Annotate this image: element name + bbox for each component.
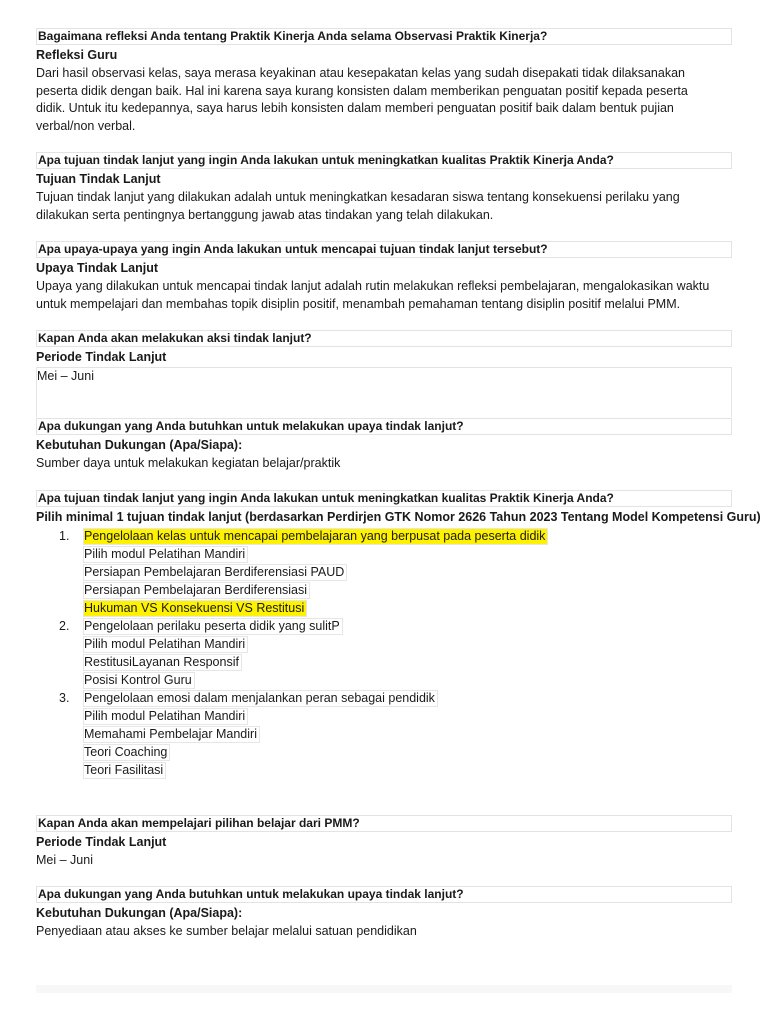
answer-line: Dari hasil observasi kelas, saya merasa keyakinan atau kesepakatan kelas yang sudah disepakati tidak dilaksanakan bbox=[36, 66, 685, 80]
goal-number: 1. bbox=[59, 528, 70, 543]
module-option[interactable]: Memahami Pembelajar Mandiri bbox=[83, 726, 260, 743]
label-kebutuhan-dukungan: Kebutuhan Dukungan (Apa/Siapa): bbox=[36, 438, 243, 452]
answer-line: didik. Untuk itu kedepannya, saya harus lebih konsisten dalam memberi penguatan positif baik dalam bentuk pujian bbox=[36, 101, 674, 115]
goal-title: Pengelolaan perilaku peserta didik yang sulitP bbox=[83, 618, 343, 635]
answer-line: dilakukan serta pentingnya bertanggung jawab atas tindakan yang telah dilakukan. bbox=[36, 207, 494, 222]
document-page bbox=[36, 28, 761, 941]
answer-refleksi bbox=[36, 65, 732, 135]
answer-line: verbal/non verbal. bbox=[36, 118, 136, 133]
answer-line: untuk mempelajari dan membahas topik disiplin positif, menambah pemahaman tentang disiplin positif melalui PMM. bbox=[36, 296, 681, 311]
answer-upaya bbox=[36, 278, 732, 313]
module-select[interactable]: Pilih modul Pelatihan Mandiri bbox=[83, 636, 248, 653]
goal-title: Pengelolaan emosi dalam menjalankan peran sebagai pendidik bbox=[83, 690, 438, 707]
goal-item bbox=[36, 689, 732, 707]
question-kapan-pmm: Kapan Anda akan mempelajari pilihan belajar dari PMM? bbox=[36, 815, 732, 832]
question-kapan-aksi: Kapan Anda akan melakukan aksi tindak lanjut? bbox=[36, 330, 732, 347]
module-option-highlighted[interactable]: Hukuman VS Konsekuensi VS Restitusi bbox=[83, 600, 307, 617]
answer-line: peserta didik dengan baik. Hal ini karena saya kurang konsisten dalam memberikan penguatan positif kepada peserta bbox=[36, 83, 688, 98]
question-tujuan-kompetensi: Apa tujuan tindak lanjut yang ingin Anda lakukan untuk meningkatkan kualitas Praktik Kinerja Anda? bbox=[36, 490, 732, 507]
module-option[interactable]: RestitusiLayanan Responsif bbox=[83, 654, 242, 671]
periode-value: Mei – Juni bbox=[37, 369, 94, 383]
label-periode-tindak-lanjut: Periode Tindak Lanjut bbox=[36, 350, 167, 364]
goal-item bbox=[36, 527, 732, 545]
answer-tujuan bbox=[36, 189, 732, 224]
periode-value: Mei – Juni bbox=[36, 852, 93, 867]
question-upaya: Apa upaya-upaya yang ingin Anda lakukan untuk mencapai tujuan tindak lanjut tersebut? bbox=[36, 241, 732, 258]
module-option[interactable]: Persiapan Pembelajaran Berdiferensiasi PAUD bbox=[83, 564, 347, 581]
goal-item bbox=[36, 617, 732, 635]
module-option[interactable]: Persiapan Pembelajaran Berdiferensiasi bbox=[83, 582, 310, 599]
goal-number: 2. bbox=[59, 618, 70, 633]
label-kebutuhan-dukungan: Kebutuhan Dukungan (Apa/Siapa): bbox=[36, 906, 243, 920]
goal-list bbox=[36, 527, 732, 779]
label-upaya-tindak-lanjut: Upaya Tindak Lanjut bbox=[36, 261, 159, 275]
module-option[interactable]: Teori Fasilitasi bbox=[83, 762, 166, 779]
module-select[interactable]: Pilih modul Pelatihan Mandiri bbox=[83, 708, 248, 725]
goal-number: 3. bbox=[59, 690, 70, 705]
question-dukungan: Apa dukungan yang Anda butuhkan untuk melakukan upaya tindak lanjut? bbox=[36, 418, 732, 435]
answer-line: Upaya yang dilakukan untuk mencapai tindak lanjut adalah rutin melakukan refleksi pembelajaran, mengalokasikan waktu bbox=[36, 279, 710, 293]
module-option[interactable]: Teori Coaching bbox=[83, 744, 170, 761]
goal-title-highlighted: Pengelolaan kelas untuk mencapai pembelajaran yang berpusat pada peserta didik bbox=[83, 528, 548, 545]
page-footer-divider bbox=[36, 985, 732, 993]
module-option[interactable]: Posisi Kontrol Guru bbox=[83, 672, 195, 689]
answer-dukungan-pmm: Penyediaan atau akses ke sumber belajar melalui satuan pendidikan bbox=[36, 924, 417, 938]
label-pilih-tujuan: Pilih minimal 1 tujuan tindak lanjut (berdasarkan Perdirjen GTK Nomor 2626 Tahun 2023 Tentang Model Kompetensi Guru) bbox=[36, 509, 761, 524]
label-periode-tindak-lanjut: Periode Tindak Lanjut bbox=[36, 834, 167, 849]
question-refleksi: Bagaimana refleksi Anda tentang Praktik Kinerja Anda selama Observasi Praktik Kinerja? bbox=[36, 28, 732, 45]
question-tujuan: Apa tujuan tindak lanjut yang ingin Anda lakukan untuk meningkatkan kualitas Praktik Kinerja Anda? bbox=[36, 152, 732, 169]
question-dukungan-pmm: Apa dukungan yang Anda butuhkan untuk melakukan upaya tindak lanjut? bbox=[36, 886, 732, 903]
answer-periode-box bbox=[36, 367, 732, 418]
answer-dukungan: Sumber daya untuk melakukan kegiatan belajar/praktik bbox=[36, 456, 341, 470]
label-refleksi-guru: Refleksi Guru bbox=[36, 48, 118, 62]
label-tujuan-tindak-lanjut: Tujuan Tindak Lanjut bbox=[36, 172, 161, 186]
answer-line: Tujuan tindak lanjut yang dilakukan adalah untuk meningkatkan kesadaran siswa tentang konsekuensi perilaku yang bbox=[36, 190, 680, 204]
module-select[interactable]: Pilih modul Pelatihan Mandiri bbox=[83, 546, 248, 563]
